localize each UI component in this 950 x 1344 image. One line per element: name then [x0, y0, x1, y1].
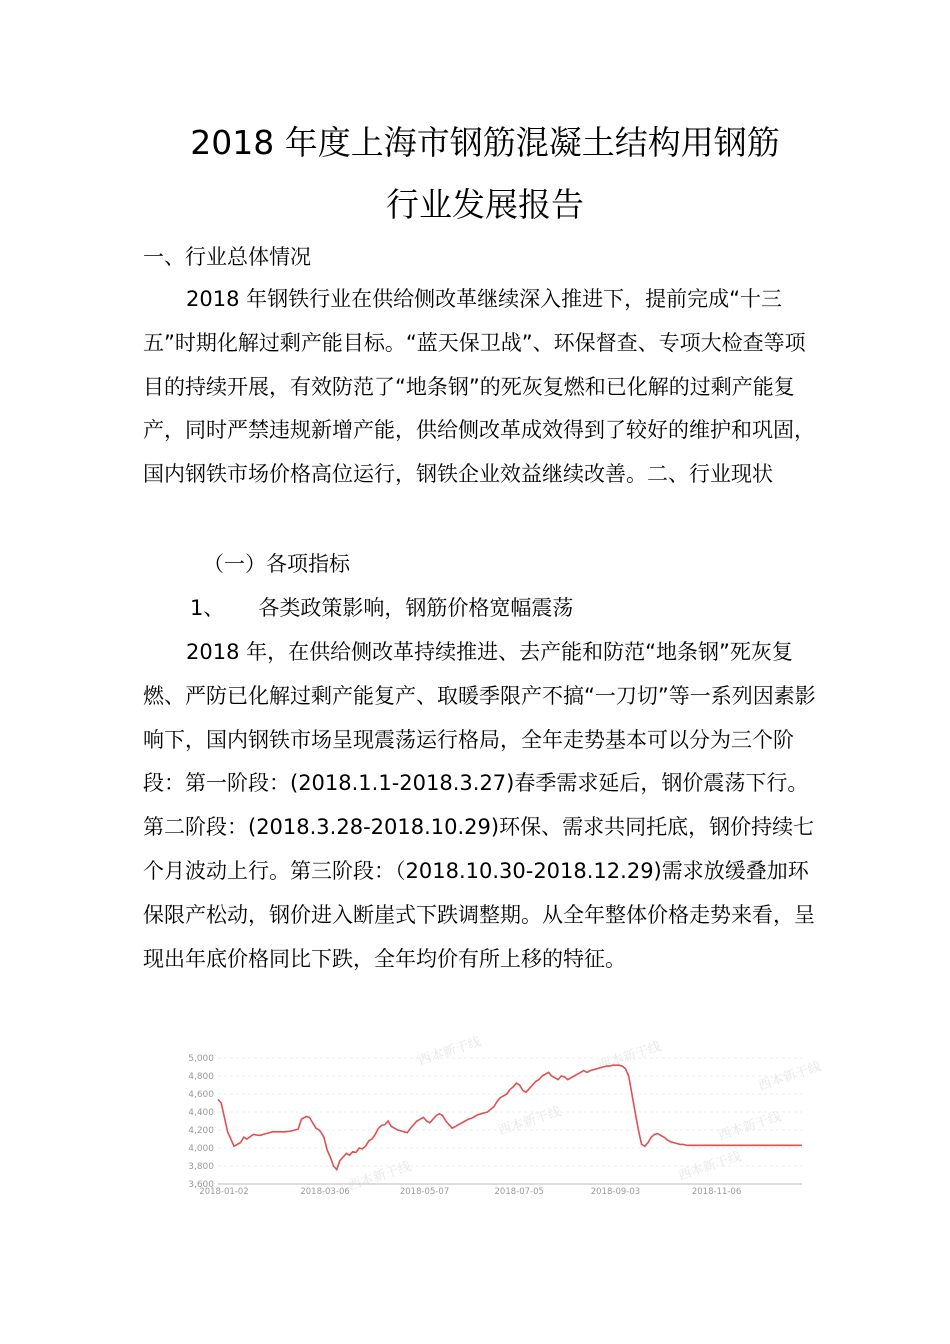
x-tick-label: 2018-11-06 — [691, 1187, 742, 1197]
y-tick-label: 4,000 — [188, 1144, 214, 1154]
x-tick-label: 2018-07-05 — [494, 1187, 544, 1197]
y-axis-ticks — [188, 1054, 214, 1190]
x-tick-label: 2018-01-02 — [199, 1187, 249, 1197]
watermark-text: 西本新干线 — [416, 1034, 484, 1069]
price-series-line — [218, 1065, 802, 1169]
x-tick-label: 2018-09-03 — [590, 1187, 641, 1197]
x-tick-label: 2018-03-06 — [300, 1187, 350, 1197]
x-axis-ticks — [199, 1187, 741, 1197]
item-heading — [190, 587, 870, 631]
watermark-text: 西本新干线 — [346, 1159, 414, 1194]
report-title-line1: 2018 年度上海市钢筋混凝土结构用钢筋 — [190, 123, 780, 162]
rebar-price-chart — [160, 1034, 824, 1200]
y-tick-label: 5,000 — [188, 1054, 214, 1064]
item-title: 各类政策影响，钢筋价格宽幅震荡 — [258, 596, 574, 620]
subheading-indicators: （一）各项指标 — [203, 552, 350, 576]
y-tick-label: 4,400 — [188, 1108, 214, 1118]
watermark-text: 西本新干线 — [496, 1104, 564, 1139]
y-tick-label: 4,200 — [188, 1126, 214, 1136]
watermark-text: 西本新干线 — [716, 1109, 784, 1144]
section-heading-overview: 一、行业总体情况 — [143, 245, 311, 269]
y-tick-label: 3,800 — [188, 1162, 214, 1172]
watermark-text: 西本新干线 — [596, 1039, 664, 1074]
report-title-line2: 行业发展报告 — [386, 185, 584, 224]
x-tick-label: 2018-05-07 — [399, 1187, 450, 1197]
y-tick-label: 4,600 — [188, 1090, 214, 1100]
paragraph-price-trend: 2018 年，在供给侧改革持续推进、去产能和防范“地条钢”死灰复燃、严防已化解过剩产能复产、取暖季限产不搞“一刀切”等一系列因素影响下，国内钢铁市场呈现震荡运行格局，全年走势基本可以分为三个阶段：第一阶段：(2018.1.1-2018.3.27)春季需求延后，钢价震荡下行。第二阶段：(2018.3.28-2018.10.29)环保、需求共同托底，钢价持续七个月波动上行。第三阶段：（2018.10.30-2018.12.29)需求放缓叠加环保限产松动，钢价进入断崖式下跌调整期。从全年整体价格走势来看，呈现出年底价格同比下跌，全年均价有所上移的特征。 — [143, 640, 816, 971]
watermark-text: 西本新干线 — [676, 1149, 744, 1184]
item-number: 1、 — [190, 596, 225, 620]
y-tick-label: 4,800 — [188, 1072, 214, 1082]
watermark-text: 西本新干线 — [756, 1059, 824, 1094]
y-tick-label: 3,600 — [188, 1180, 214, 1190]
paragraph-overview: 2018 年钢铁行业在供给侧改革继续深入推进下，提前完成“十三五”时期化解过剩产能目标。“蓝天保卫战”、环保督查、专项大检查等项目的持续开展，有效防范了“地条钢”的死灰复燃和已化解的过剩产能复产，同时严禁违规新增产能，供给侧改革成效得到了较好的维护和巩固，国内钢铁市场价格高位运行，钢铁企业效益继续改善。二、行业现状 — [143, 287, 815, 487]
